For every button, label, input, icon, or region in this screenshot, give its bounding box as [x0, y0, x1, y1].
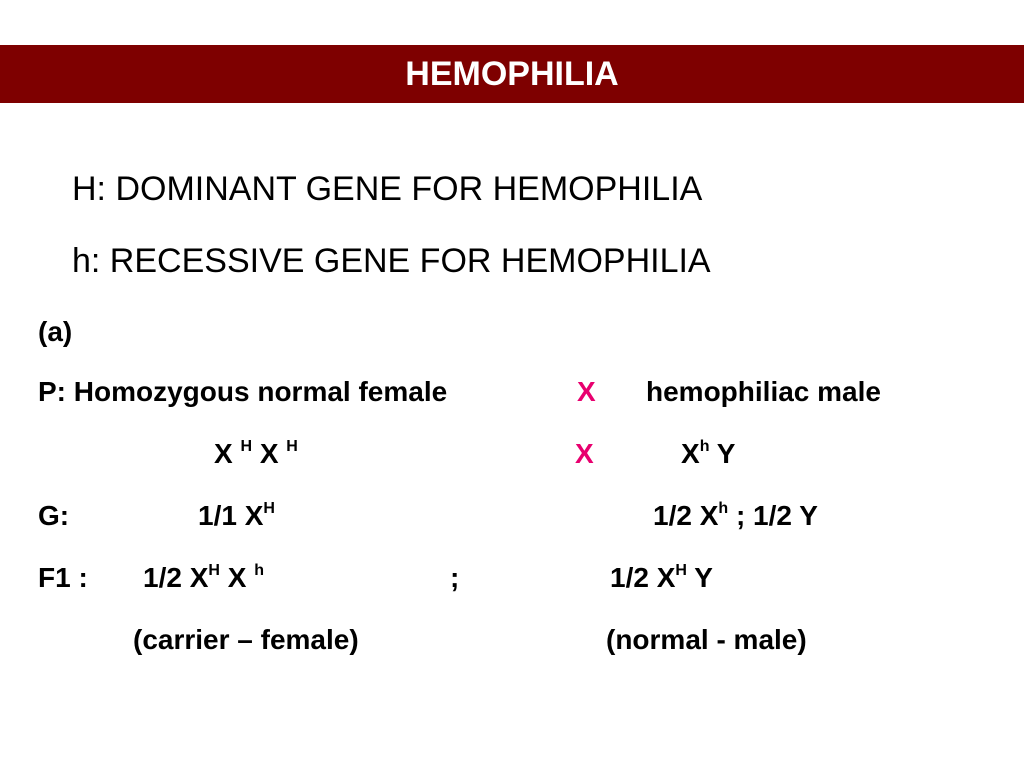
female-x1: X	[214, 438, 233, 469]
female-gametes-text: 1/1 X	[198, 500, 264, 531]
slide-title: HEMOPHILIA	[405, 55, 619, 93]
male-gametes	[653, 499, 818, 533]
female-allele1: H	[240, 438, 253, 455]
dominant-gene-definition: H: DOMINANT GENE FOR HEMOPHILIA	[72, 170, 703, 208]
gametes-label: G:	[38, 500, 70, 531]
f1-female-allele1: H	[208, 562, 220, 579]
f1-female-genotype	[143, 561, 264, 595]
f1-female-phenotype: (carrier – female)	[133, 624, 359, 655]
parents-male: hemophiliac male	[646, 376, 881, 407]
male-gametes-text: 1/2 X	[653, 500, 719, 531]
f1-male-genotype	[610, 561, 713, 595]
f1-male-suffix: Y	[686, 562, 713, 593]
f1-male-phenotype: (normal - male)	[606, 624, 807, 655]
male-gametes-suffix: ; 1/2 Y	[735, 500, 818, 531]
f1-female-mid: X	[219, 562, 255, 593]
male-genotype	[681, 437, 735, 471]
recessive-gene-definition: h: RECESSIVE GENE FOR HEMOPHILIA	[72, 242, 711, 280]
parents-cross-symbol: X	[577, 376, 596, 407]
f1-label: F1 :	[38, 562, 88, 593]
female-x2: X	[259, 438, 279, 469]
cross-label: (a)	[38, 316, 73, 347]
male-allele: h	[699, 438, 710, 455]
parents-label: P: Homozygous normal female	[38, 376, 448, 407]
genotype-cross-symbol: X	[575, 438, 594, 469]
female-allele2: H	[286, 438, 298, 455]
f1-separator: ;	[450, 562, 460, 593]
f1-female-allele2: h	[254, 562, 264, 579]
male-gametes-allele: h	[718, 500, 729, 517]
female-genotype	[214, 437, 298, 471]
f1-male-text: 1/2 X	[610, 562, 676, 593]
male-y: Y	[716, 438, 736, 469]
f1-female-text: 1/2 X	[143, 562, 209, 593]
male-x: X	[681, 438, 700, 469]
f1-male-allele: H	[675, 562, 687, 579]
female-gametes-allele: H	[263, 500, 275, 517]
female-gametes	[198, 499, 275, 533]
